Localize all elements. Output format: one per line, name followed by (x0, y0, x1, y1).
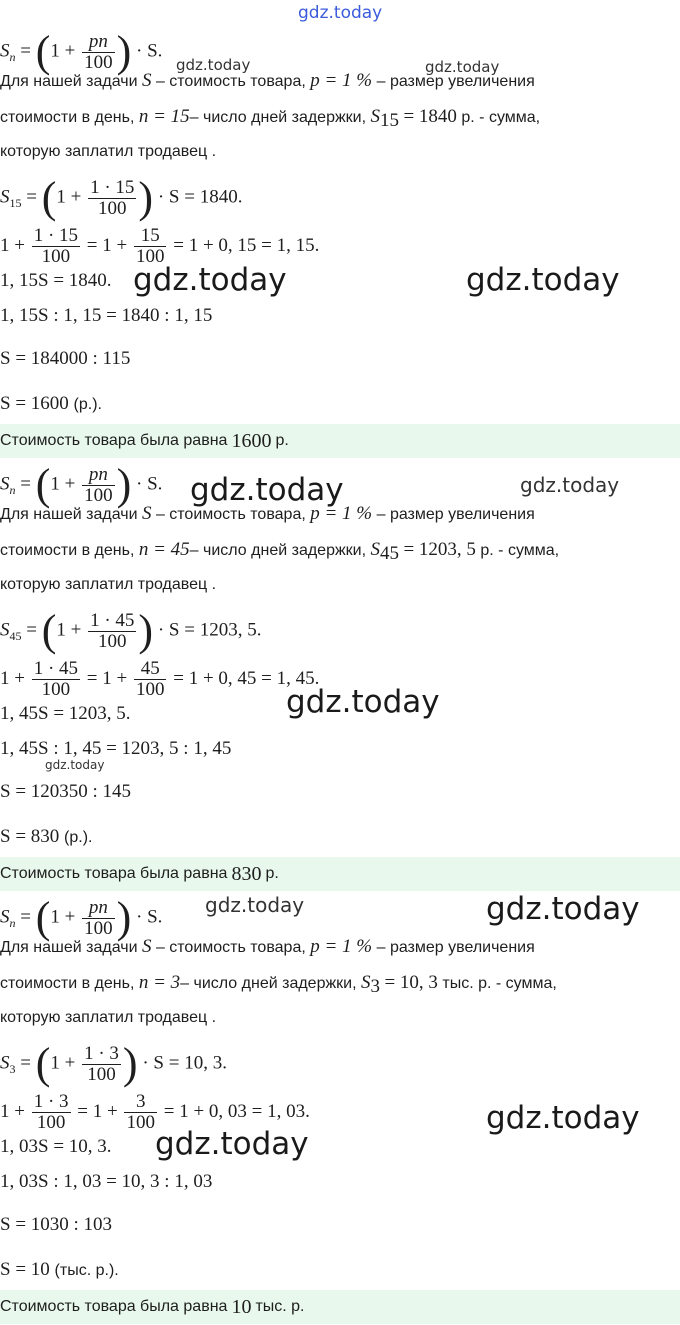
equation-step-3: 1, 45S = 1203, 5. (0, 703, 131, 724)
watermark: gdz.today (286, 684, 440, 720)
problem-statement-line-1: Для нашей задачи S – стоимость товара, p = 1 % – размер увеличения (0, 936, 535, 957)
watermark: gdz.today (298, 3, 383, 23)
problem-statement-line-3: которую заплатил тродавец . (0, 143, 217, 160)
watermark: gdz.today (45, 758, 105, 772)
watermark: gdz.today (205, 893, 305, 917)
problem-statement-line-2: стоимости в день, n = 15– число дней задержки, $S_{15} = 1840$ р. - сумма, (0, 106, 541, 132)
equation-coefficient: 1 + $\frac{1 \cdot 15}{100}$ = 1 + $\frac{15}{100}$ = 1 + 0, 15 = 1, 15. (0, 225, 320, 267)
watermark: gdz.today (155, 1126, 309, 1162)
watermark: gdz.today (425, 58, 500, 76)
watermark: gdz.today (486, 891, 640, 927)
equation-substituted: $S_{15} = (1$ + $\frac{1 \cdot 15}{100}$ ) · S = 1840. (0, 173, 243, 222)
watermark: gdz.today (190, 472, 344, 508)
answer-banner: Стоимость товара была равна 830 р. (0, 857, 680, 891)
equation-result: S = 830 (р.). (0, 826, 93, 847)
equation-substituted: $S_{45} = (1$ + $\frac{1 \cdot 45}{100}$ ) · S = 1203, 5. (0, 606, 262, 655)
general-formula: $S_n = (1$ + $\frac{pn}{100}$ ) · S. (0, 27, 163, 76)
equation-step-4: 1, 15S : 1, 15 = 1840 : 1, 15 (0, 305, 213, 326)
equation-step-3: 1, 03S = 10, 3. (0, 1136, 112, 1157)
equation-result: S = 10 (тыс. р.). (0, 1259, 119, 1280)
problem-statement-line-3: которую заплатил тродавец . (0, 1009, 217, 1026)
equation-step-5: S = 184000 : 115 (0, 348, 131, 369)
watermark: gdz.today (486, 1100, 640, 1136)
equation-coefficient: 1 + $\frac{1 \cdot 45}{100}$ = 1 + $\frac{45}{100}$ = 1 + 0, 45 = 1, 45. (0, 658, 320, 700)
watermark: gdz.today (520, 473, 620, 497)
answer-banner: Стоимость товара была равна 10 тыс. р. (0, 1290, 680, 1324)
equation-step-5: S = 1030 : 103 (0, 1214, 113, 1235)
problem-statement-line-1: Для нашей задачи S – стоимость товара, p = 1 % – размер увеличения (0, 503, 535, 524)
problem-statement-line-1: Для нашей задачи S – стоимость товара, p = 1 % – размер увеличения (0, 70, 535, 91)
equation-coefficient: 1 + $\frac{1 \cdot 3}{100}$ = 1 + $\frac{3}{100}$ = 1 + 0, 03 = 1, 03. (0, 1091, 310, 1133)
equation-substituted: $S_3 = (1$ + $\frac{1 \cdot 3}{100}$ ) · S = 10, 3. (0, 1039, 227, 1088)
equation-step-4: 1, 03S : 1, 03 = 10, 3 : 1, 03 (0, 1171, 213, 1192)
general-formula: $S_n = (1$ + $\frac{pn}{100}$ ) · S. (0, 460, 163, 509)
watermark: gdz.today (133, 262, 287, 298)
problem-statement-line-3: которую заплатил тродавец . (0, 576, 217, 593)
problem-statement-line-2: стоимости в день, n = 3– число дней задержки, $S_3 = 10$, 3 тыс. р. - сумма, (0, 972, 557, 998)
equation-result: S = 1600 (р.). (0, 393, 102, 414)
problem-statement-line-2: стоимости в день, n = 45– число дней задержки, $S_{45} = 1203$, 5 р. - сумма, (0, 539, 560, 565)
equation-step-5: S = 120350 : 145 (0, 781, 132, 802)
general-formula: $S_n = (1$ + $\frac{pn}{100}$ ) · S. (0, 893, 163, 942)
watermark: gdz.today (466, 262, 620, 298)
equation-step-3: 1, 15S = 1840. (0, 270, 112, 291)
watermark: gdz.today (176, 56, 251, 74)
answer-banner: Стоимость товара была равна 1600 р. (0, 424, 680, 458)
equation-step-4: 1, 45S : 1, 45 = 1203, 5 : 1, 45 (0, 738, 232, 759)
